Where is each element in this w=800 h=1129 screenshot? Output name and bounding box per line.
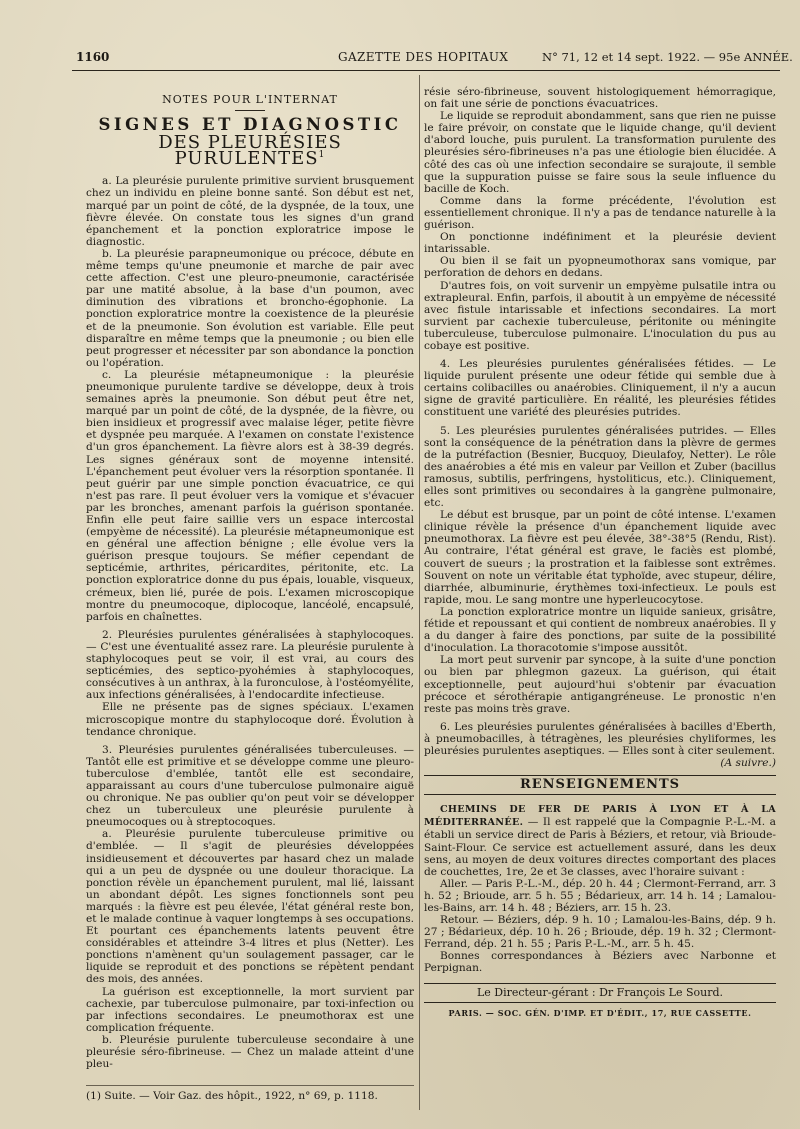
paragraph: 5. Les pleurésies purulentes généralisées putrides. — Elles sont la conséquence de la pénétration dans la plèvre de germes de la putréfaction (Besnier, Bucquoy, Dieulafoy, Netter). Le rôle des anaérobies a été mis en valeur par Veillon et Zuber (bacillus ramosus, subtilis, perfringens, hystoliticus, etc.). Cliniquement, elles sont primitives ou secondaires à la gangrène pulmonaire, etc. <box>424 424 776 510</box>
paragraph: 2. Pleurésies purulentes généralisées à staphylocoques. — C'est une éventualité assez rare. La pleurésie purulente à staphylocoques peut se voir, il est vrai, au cours des septicémies, des septico-pyohémies à staphylocoques, consécutives à un anthrax, à la furonculose, à l'ostéomyélite, aux infections généralisées, à l'endocardite infectieuse. <box>86 628 414 702</box>
paragraph: Comme dans la forme précédente, l'évolution est essentiellement chronique. Il n'y a pas de tendance naturelle à la guérison. <box>424 194 776 232</box>
paragraph: 4. Les pleurésies purulentes généralisées fétides. — Le liquide purulent présente une odeur fétide qui semble due à certains colibacilles ou anaérobies. Cliniquement, il n'y a aucun signe de gravité particulière. En réalité, les pleurésies fétides constituent une variété des pleurésies putrides. <box>424 358 776 419</box>
paragraph: a. Pleurésie purulente tuberculeuse primitive ou d'emblée. — Il s'agit de pleurésies développées insidieusement et découvertes par hasard chez un malade qui a un peu de dyspnée ou une douleur thoracique. La ponction révèle un épanchement purulent, mal lié, laissant un abondant dépôt. Les signes fonctionnels sont peu marqués : la fièvre est peu élevée, l'état général reste bon, et le malade continue à vaquer longtemps à ses occupations. Et pourtant ces épanchements latents peuvent être considérables et atteindre 3-4 litres et plus (Netter). Les ponctions n'amènent qu'un soulagement passager, car le liquide se reproduit et des ponctions se répètent pendant des mois, des années. <box>86 828 414 986</box>
paragraph: Le début est brusque, par un point de côté intense. L'examen clinique révèle la présence d'un épanchement liquide avec pneumothorax. La fièvre est peu élevée, 38°-38°5 (Rendu, Rist). Au contraire, l'état général est grave, le faciès est plombé, couvert de sueurs ; la prostration et la faiblesse sont extrêmes. Souvent on note un véritable état typhoïde, avec stupeur, délire, diarrhée, albuminurie, érythèmes toxi-infectieux. Le pouls est rapide, mou. Le sang montre une hyperleucocytose. <box>424 509 776 606</box>
schedule-retour: Retour. — Béziers, dép. 9 h. 10 ; Lamalou-les-Bains, dép. 9 h. 27 ; Bédarieux, dép. 10 h. 26 ; Brioude, dép. 19 h. 32 ; Clermont-Ferrand, dép. 21 h. 55 ; Paris P.-L.-M., arr. 5 h. 45. <box>424 914 776 951</box>
to-follow-note: (A suivre.) <box>720 757 776 770</box>
paragraph: 6. Les pleurésies purulentes généralisées à bacilles d'Eberth, à pneumobacilles, à tétragènes, les pleurésies chyliformes, les pleurésies purulentes aseptiques. — Elles sont à citer seulement. <box>424 720 776 757</box>
renseignements-text: — Il est rappelé que la Compagnie P.-L.-M. a établi un service direct de Paris à Béziers, et retour, vià Brioude-Saint-Flour. Ce service est actuellement assuré, dans les deux sens, au moyen de deux voitures directes comportant des places de couchettes, 1re, 2e et 3e classes, avec l'horaire suivant : <box>424 816 776 878</box>
paragraph: La ponction exploratrice montre un liquide sanieux, grisâtre, fétide et repoussant et qui contient de nombreux anaérobies. Il y a du danger à faire des ponctions, par suite de la possibilité d'inoculation. La thoracotomie s'impose aussitôt. <box>424 605 776 655</box>
journal-name: GAZETTE DES HOPITAUX <box>338 50 509 64</box>
paragraph: c. La pleurésie métapneumonique : la pleurésie pneumonique purulente tardive se développe, deux à trois semaines après la pneumonie. Son début peut être net, marqué par un point de côté, de la dyspnée, de la fièvre, ou bien insidieux et progressif avec malaise léger, petite fièvre et dyspnée peu marquée. A l'examen on constate l'existence d'un gros épanchement. La fièvre alors est à 38-39 degrés. Les signes généraux sont de moyenne intensité. L'épanchement peut évoluer vers la résorption spontanée. Il peut guérir par une simple ponction évacuatrice, ce qui n'est pas rare. Il peut évoluer vers la vomique et s'évacuer par les bronches, amenant parfois la guérison spontanée. Enfin elle peut faire saillie vers un espace intercostal (empyème de nécessité). La pleurésie métapneumonique est en général une affection bénigne ; elle évolue vers la guérison presque toujours. Se méfier cependant de septicémie, arthrites, péricardites, péritonite, etc. La ponction exploratrice donne du pus épais, louable, visqueux, crémeux, bien lié, purée de pois. L'examen microscopique montre du pneumocoque, diplocoque, lancéolé, encapsulé, parfois en chaînettes. <box>86 368 414 623</box>
renseignements-subhead: CHEMINS DE FER DE PARIS À LYON ET À LA MÉDITERRANÉE. <box>424 804 776 829</box>
paragraph: 3. Pleurésies purulentes généralisées tuberculeuses. — Tantôt elle est primitive et se développe comme une pleuro-tuberculose d'emblée, tantôt elle est secondaire, apparaissant au cours d'une tuberculose pulmonaire aiguë ou chronique. Ne pas oublier qu'on peut voir se développer chez un tuberculeux une pleurésie purulente à pneumocoques ou à streptocoques. <box>86 743 414 829</box>
paragraph: D'autres fois, on voit survenir un empyème pulsatile intra ou extrapleural. Enfin, parfois, il aboutit à un empyème de nécessité avec fistule intarissable et infections secondaires. La mort survient par cachexie tuberculeuse, péritonite ou méningite tuberculeuse, tuberculose pulmonaire. L'inoculation du pus au cobaye est positive. <box>424 279 776 352</box>
column-divider <box>419 75 420 1110</box>
paragraph: La mort peut survenir par syncope, à la suite d'une ponction ou bien par phlegmon gazeux. La guérison, qui était exceptionnelle, peut aujourd'hui s'obtenir par évacuation précoce et sérothérapie antigangréneuse. Le pronostic n'en reste pas moins très grave. <box>424 654 776 715</box>
title-footnote-mark: 1 <box>318 150 326 161</box>
running-header <box>0 46 800 68</box>
section-rule-top <box>424 775 776 776</box>
renseignements-title: RENSEIGNEMENTS <box>519 777 681 793</box>
renseignements-paragraph <box>424 803 776 878</box>
printer-line: PARIS. — SOC. GÉN. D'IMP. ET D'ÉDIT., 17, RUE CASSETTE. <box>448 1007 752 1018</box>
right-column <box>424 86 776 1019</box>
schedule-aller: Aller. — Paris P.-L.-M., dép. 20 h. 44 ; Clermont-Ferrand, arr. 3 h. 52 ; Brioude, arr. 5 h. 55 ; Bédarieux, arr. 14 h. 14 ; Lamalou-les-Bains, arr. 14 h. 48 ; Béziers, arr. 15 h. 23. <box>424 877 776 914</box>
page-number: 1160 <box>76 50 110 64</box>
paragraph: b. La pleurésie parapneumonique ou précoce, débute en même temps qu'une pneumonie et marche de pair avec cette affection. C'est une pleuro-pneumonie, caractérisée par une matité absolue, à la base d'un poumon, avec diminution des vibrations et broncho-égophonie. La ponction exploratrice montre la coexistence de la pleurésie et de la pneumonie. Son évolution est variable. Elle peut disparaître en même temps que la pneumonie ; ou bien elle peut progresser et nécessiter par son abondance la ponction ou l'opération. <box>86 247 414 369</box>
issue-info: N° 71, 12 et 14 sept. 1922. — 95e ANNÉE. <box>542 50 793 64</box>
section-label: NOTES POUR L'INTERNAT <box>162 93 338 106</box>
left-column <box>86 90 414 1070</box>
paragraph: Le liquide se reproduit abondamment, sans que rien ne puisse le faire prévoir, on constate que le liquide change, qu'il devient d'abord louche, puis purulent. La transformation purulente des pleurésies séro-fibrineuses n'a pas une étiologie bien élucidée. A côté des cas où une infection secondaire se surajoute, il semble que la suppuration puisse se faire sous la seule influence du bacille de Koch. <box>424 110 776 195</box>
paragraph: Ou bien il se fait un pyopneumothorax sans vomique, par perforation de dehors en dedans. <box>424 255 776 280</box>
paragraph: On ponctionne indéfiniment et la pleurésie devient intarissable. <box>424 231 776 256</box>
paragraph: résie séro-fibrineuse, souvent histologiquement hémorragique, on fait une série de ponctions évacuatrices. <box>424 86 776 111</box>
section-rule <box>235 110 265 111</box>
paragraph: a. La pleurésie purulente primitive survient brusquement chez un individu en pleine bonne santé. Son début est net, marqué par un point de côté, de la dyspnée, de la toux, une fièvre élevée. On constate tous les signes d'un grand épanchement et la ponction exploratrice impose le diagnostic. <box>86 175 414 248</box>
article-title-text: DES PLEURÉSIES PURULENTES <box>158 132 342 170</box>
paragraph: La guérison est exceptionnelle, la mort survient par cachexie, par tuberculose pulmonaire, par toxi-infection ou par infections secondaires. Le pneumothorax est une complication fréquente. <box>86 985 414 1034</box>
section-rule-bottom <box>424 794 776 795</box>
paragraph: Elle ne présente pas de signes spéciaux. L'examen microscopique montre du staphylocoque doré. Évolution à tendance chronique. <box>86 701 414 738</box>
article-title-line1: SIGNES ET DIAGNOSTIC <box>98 115 402 135</box>
paragraph: b. Pleurésie purulente tuberculeuse secondaire à une pleurésie séro-fibrineuse. — Chez un malade atteint d'une pleu- <box>86 1033 414 1071</box>
directeur-line: Le Directeur-gérant : Dr François Le Sourd. <box>424 983 776 1003</box>
article-title-line2 <box>86 132 414 170</box>
correspondances: Bonnes correspondances à Béziers avec Narbonne et Perpignan. <box>424 950 776 975</box>
header-rule <box>72 70 780 71</box>
footnote: (1) Suite. — Voir Gaz. des hôpit., 1922, n° 69, p. 1118. <box>86 1085 414 1102</box>
